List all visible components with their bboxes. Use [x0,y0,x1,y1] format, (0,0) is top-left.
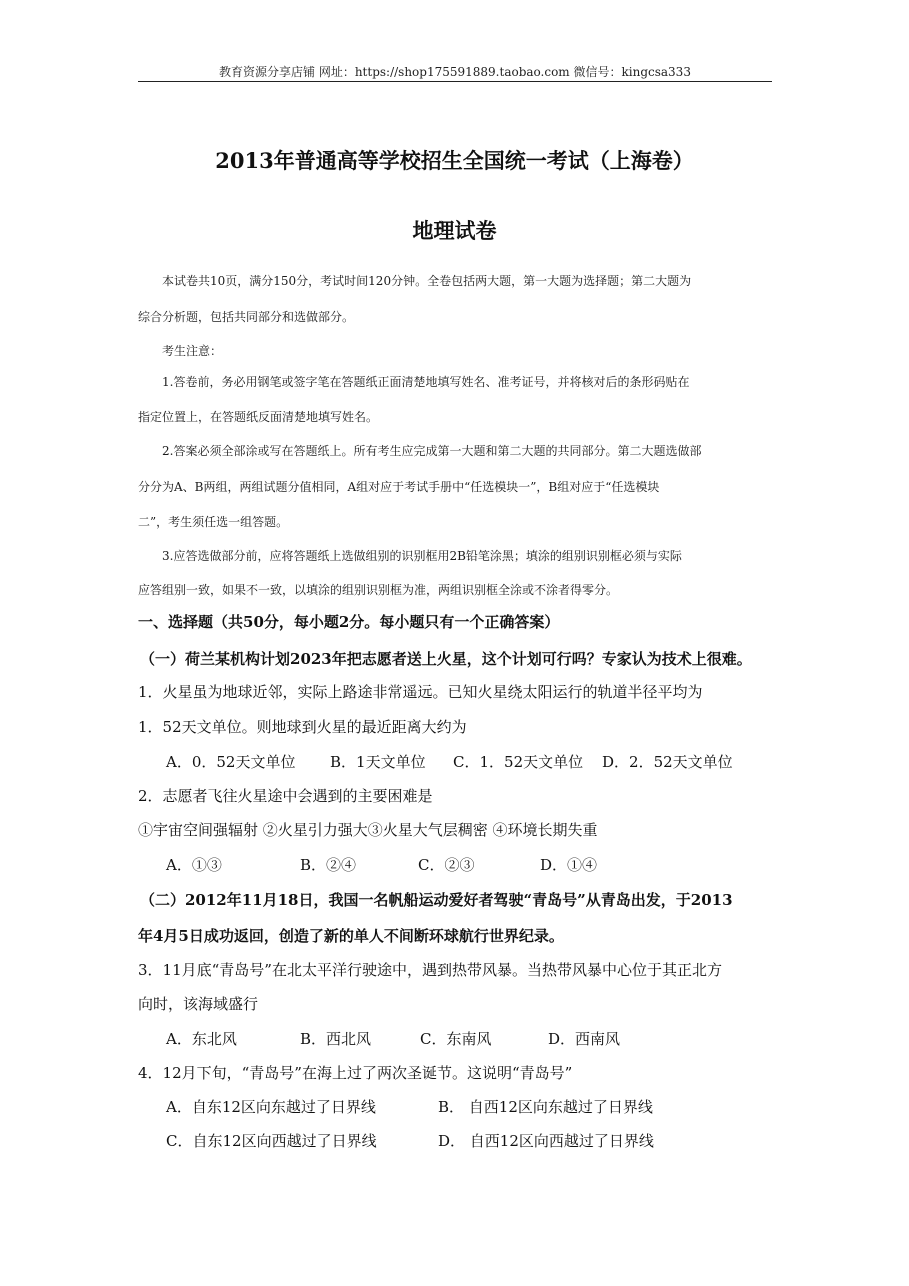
answer-option: C．自东12区向西越过了日界线 [166,1132,377,1150]
question-group-intro: 年4月5日成功返回，创造了新的单人不间断环球航行世界纪录。 [138,927,564,945]
notice-item: 2.答案必须全部涂或写在答题纸上。所有考生应完成第一大题和第二大题的共同部分。第二大题选做部 [162,444,702,458]
question-group-intro: （一）荷兰某机构计划2023年把志愿者送上火星，这个计划可行吗？专家认为技术上很难。 [140,650,752,668]
answer-option: A．东北风 [166,1030,237,1048]
answer-option: B． 自西12区向东越过了日界线 [438,1098,653,1116]
notice-item: 指定位置上，在答题纸反面清楚地填写姓名。 [138,410,379,424]
notice-item: 分分为A、B两组，两组试题分值相同，A组对应于考试手册中“任选模块一”，B组对应于“任选模块 [138,480,660,494]
question-text: 4．12月下旬，“青岛号”在海上过了两次圣诞节。这说明“青岛号” [138,1064,573,1082]
question-text: 向时，该海域盛行 [138,995,259,1013]
notice-item: 3.应答选做部分前，应将答题纸上选做组别的识别框用2B铅笔涂黑；填涂的组别识别框必须与实际 [162,549,682,563]
notice-item: 二”，考生须任选一组答题。 [138,515,289,529]
answer-option: A．①③ [166,856,222,874]
answer-option: D．2．52天文单位 [602,753,733,771]
header-divider [138,81,772,82]
question-statements: ①宇宙空间强辐射 ②火星引力强大③火星大气层稠密 ④环境长期失重 [138,821,598,839]
question-text: 1．火星虽为地球近邻，实际上路途非常遥远。已知火星绕太阳运行的轨道半径平均为 [138,683,703,701]
answer-option: D．西南风 [548,1030,621,1048]
section-heading: 一、选择题（共50分，每小题2分。每小题只有一个正确答案） [138,613,560,631]
notice-label: 考生注意： [162,344,223,358]
answer-option: B．西北风 [300,1030,372,1048]
page-header: 教育资源分享店铺 网址：https://shop175591889.taobao.com 微信号：kingcsa333 [219,65,691,79]
question-group-intro: （二）2012年11月18日，我国一名帆船运动爱好者驾驶“青岛号”从青岛出发，于2013 [140,891,733,909]
answer-option: C．②③ [418,856,475,874]
answer-option: A．0．52天文单位 [166,753,296,771]
question-text: 3．11月底“青岛号”在北太平洋行驶途中，遇到热带风暴。当热带风暴中心位于其正北方 [138,961,722,979]
question-text: 1．52天文单位。则地球到火星的最近距离大约为 [138,718,467,736]
notice-item: 1.答卷前，务必用钢笔或签字笔在答题纸正面清楚地填写姓名、准考证号，并将核对后的条形码贴在 [162,375,690,389]
answer-option: D．①④ [540,856,598,874]
answer-option: A．自东12区向东越过了日界线 [166,1098,376,1116]
intro-line: 综合分析题，包括共同部分和选做部分。 [138,310,355,324]
question-text: 2．志愿者飞往火星途中会遇到的主要困难是 [138,787,433,805]
exam-title: 2013年普通高等学校招生全国统一考试（上海卷） [215,148,694,173]
intro-line: 本试卷共10页，满分150分，考试时间120分钟。全卷包括两大题，第一大题为选择题；第二大题为 [162,274,692,288]
answer-option: C．1．52天文单位 [453,753,584,771]
answer-option: B．1天文单位 [330,753,426,771]
answer-option: B．②④ [300,856,357,874]
answer-option: D． 自西12区向西越过了日界线 [438,1132,654,1150]
notice-item: 应答组别一致，如果不一致，以填涂的组别识别框为准，两组识别框全涂或不涂者得零分。 [138,583,619,597]
exam-subtitle: 地理试卷 [412,218,497,243]
answer-option: C．东南风 [420,1030,492,1048]
